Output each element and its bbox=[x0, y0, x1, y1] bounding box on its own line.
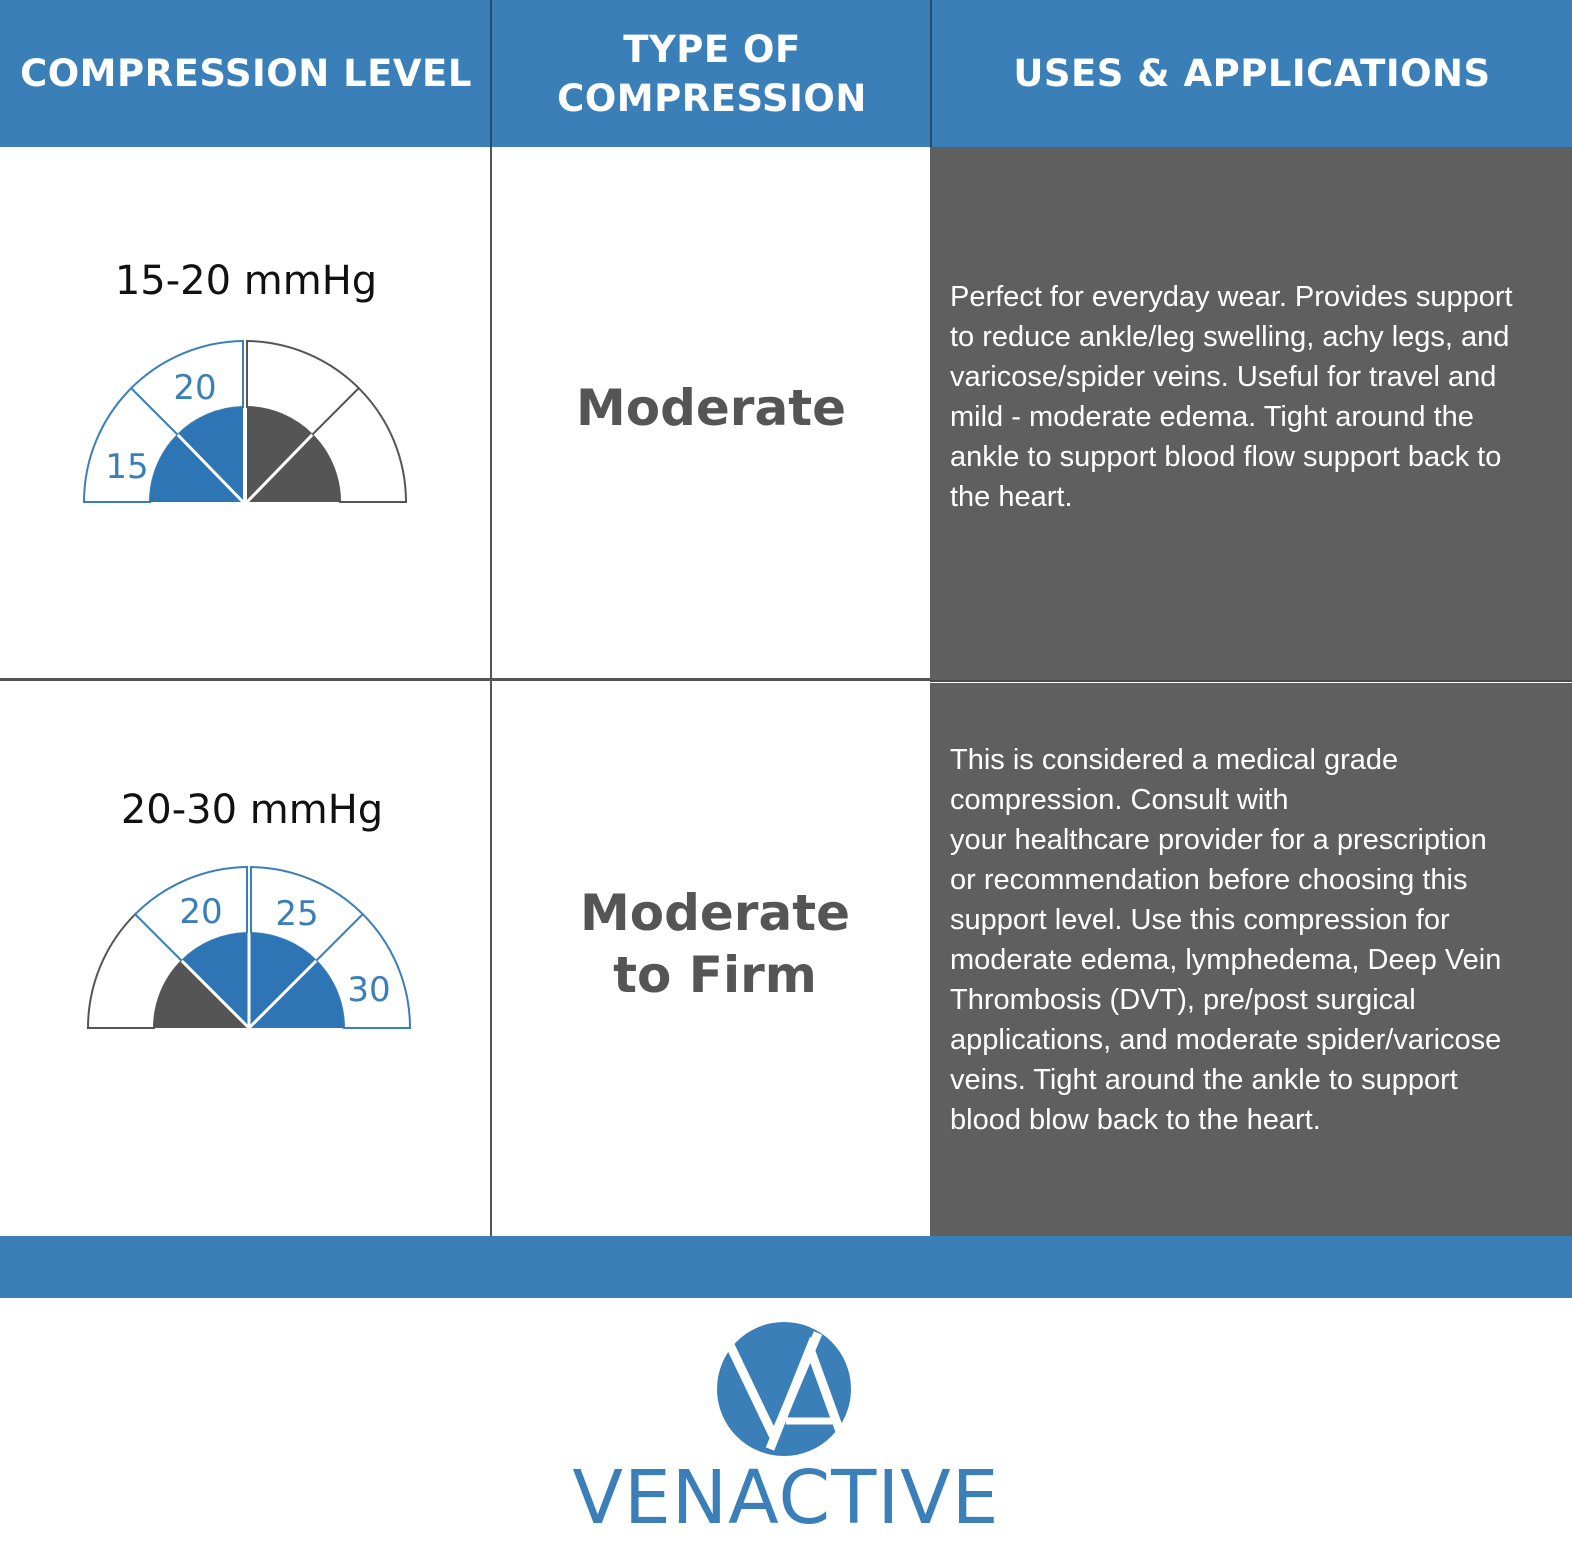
header-compression-level: COMPRESSION LEVEL bbox=[20, 52, 472, 95]
gauge-15-20 bbox=[80, 338, 410, 504]
footer-bar bbox=[0, 1236, 1572, 1298]
va-circle-logo-icon bbox=[714, 1319, 854, 1459]
gauge-label-15: 15 bbox=[105, 447, 149, 487]
header-divider bbox=[490, 0, 492, 147]
header-type-line1: TYPE OF bbox=[623, 27, 801, 71]
row-divider bbox=[0, 678, 930, 681]
uses-line: This is considered a medical grade bbox=[950, 744, 1399, 776]
compression-type-label bbox=[496, 882, 934, 1006]
gauge-label-30: 30 bbox=[347, 970, 391, 1010]
compression-type-line1: Moderate bbox=[579, 884, 851, 942]
uses-line: ankle to support blood flow support back to bbox=[950, 441, 1502, 473]
gauge-20-30 bbox=[84, 864, 414, 1030]
brand-name: VENACTIVE bbox=[572, 1455, 1000, 1541]
uses-text bbox=[950, 740, 1550, 1140]
header-divider bbox=[930, 0, 932, 147]
header-type-of-compression bbox=[492, 0, 932, 147]
uses-line: moderate edema, lymphedema, Deep Vein bbox=[950, 944, 1502, 976]
column-divider bbox=[490, 147, 492, 1236]
gauge-label-20: 20 bbox=[179, 892, 223, 932]
uses-line: mild - moderate edema. Tight around the bbox=[950, 401, 1474, 433]
gauge-label-20: 20 bbox=[173, 368, 217, 408]
table-header bbox=[0, 0, 1572, 147]
compression-level-label: 20-30 mmHg bbox=[120, 787, 384, 833]
uses-line: Perfect for everyday wear. Provides support bbox=[950, 281, 1513, 313]
uses-line: veins. Tight around the ankle to support bbox=[950, 1064, 1458, 1096]
compression-type-label: Moderate bbox=[575, 379, 847, 437]
header-type-line2: COMPRESSION bbox=[557, 76, 867, 120]
uses-line: blood blow back to the heart. bbox=[950, 1104, 1321, 1136]
uses-line: support level. Use this compression for bbox=[950, 904, 1450, 936]
compression-type-line2: to Firm bbox=[613, 946, 817, 1004]
uses-text bbox=[950, 277, 1550, 517]
uses-line: varicose/spider veins. Useful for travel and bbox=[950, 361, 1497, 393]
uses-line: compression. Consult with bbox=[950, 784, 1289, 816]
uses-line: your healthcare provider for a prescription bbox=[950, 824, 1487, 856]
uses-line: or recommendation before choosing this bbox=[950, 864, 1468, 896]
header-uses-applications: USES & APPLICATIONS bbox=[1013, 52, 1491, 95]
row-divider bbox=[930, 680, 1572, 682]
uses-line: Thrombosis (DVT), pre/post surgical bbox=[950, 984, 1416, 1016]
uses-line: applications, and moderate spider/varicose bbox=[950, 1024, 1502, 1056]
gauge-label-25: 25 bbox=[275, 894, 319, 934]
compression-level-label: 15-20 mmHg bbox=[114, 258, 378, 304]
uses-line: to reduce ankle/leg swelling, achy legs, and bbox=[950, 321, 1510, 353]
uses-line: the heart. bbox=[950, 481, 1073, 513]
